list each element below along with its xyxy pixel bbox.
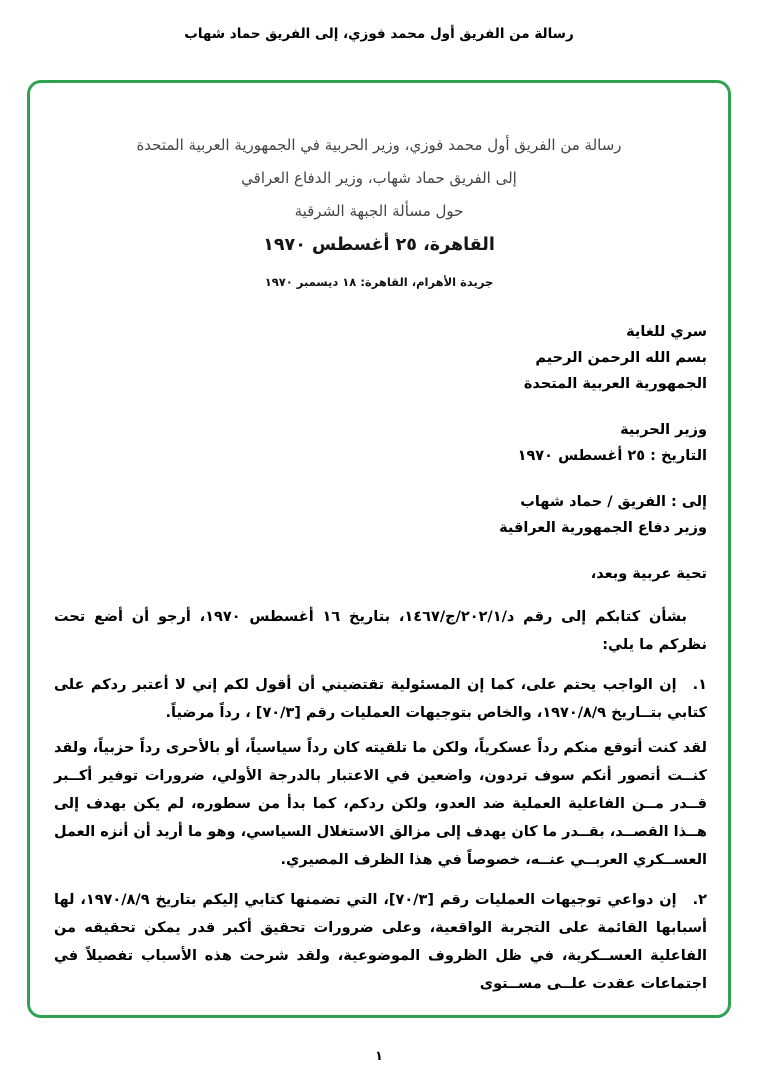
letterhead-line-2: إلى الفريق حماد شهاب، وزير الدفاع العراقي xyxy=(241,169,517,187)
date-line: التاريخ : ٢٥ أغسطس ١٩٧٠ xyxy=(517,448,707,464)
letter-frame xyxy=(27,80,731,1018)
minister-title: وزير الحربية xyxy=(620,422,707,438)
basmala: بسم الله الرحمن الرحيم xyxy=(535,350,707,366)
addressee-line: إلى : الفريق / حماد شهاب xyxy=(520,494,707,510)
letterhead-line-3: حول مسألة الجبهة الشرقية xyxy=(294,202,464,220)
list-item-1 xyxy=(54,671,707,874)
scanned-letterhead xyxy=(30,129,728,289)
classification-label: سري للغاية xyxy=(626,324,707,340)
letter-body xyxy=(30,319,728,998)
addressee-title: وزير دفاع الجمهورية العراقية xyxy=(499,520,707,536)
letterhead-line-1: رسالة من الفريق أول محمد فوزي، وزير الحربية في الجمهورية العربية المتحدة xyxy=(136,136,622,154)
letterhead-dateline: القاهرة، ٢٥ أغسطس ١٩٧٠ xyxy=(263,235,495,255)
item-1-paragraph-2: لقد كنت أتوقع منكم رداً عسكرياً، ولكن ما تلقيته كان رداً سياسياً، أو بالأحرى رداً حزبياً، ولقد كنــت أتصور أنكم سوف تردون، واضعين في الاعتبار بالدرجة الأولي، ضرورات توفير أكــبر قــدر مــن الفاعلية العملية ضد العدو، ولكن ردكم، كما بدأ من سطوره، لم يكن بهدف إلى هــذا القصــد، بقــدر ما كان يهدف إلى مزالق الاستغلال السياسي، وهو ما أريد أن أنزه العمل العســكري العربــي عنــه، خصوصاً في هذا الظرف المصيري. xyxy=(54,740,707,868)
item-1-number: ١. xyxy=(692,677,707,693)
page-title: رسالة من الفريق أول محمد فوزي، إلى الفريق حماد شهاب xyxy=(184,26,574,42)
item-2-paragraph-1 xyxy=(54,886,707,998)
letterhead-source-citation: جريدة الأهرام، القاهرة: ١٨ ديسمبر ١٩٧٠ xyxy=(264,275,494,289)
item-2-number: ٢. xyxy=(692,892,707,908)
item-2-text: إن دواعي توجيهات العمليات رقم [٧٠/٣]، التي تضمنها كتابي إليكم بتاريخ ١٩٧٠/٨/٩، لها أسبابها القائمة على التجربة الواقعية، وعلى ضرورات تحقيق أكبر قدر يمكن تحقيقه من الفاعلية العســكرية، في ظل الظروف الموضوعية، ولقد شرحت هذه الأسباب تفصيلاً في اجتماعات عقدت علــى مســتوى xyxy=(54,892,707,992)
item-1-paragraph-1 xyxy=(54,671,707,727)
item-1-text: إن الواجب يحتم على، كما إن المسئولية تقتضيني أن أقول لكم إني لا أعتبر ردكم على كتابي بتــاريخ ١٩٧٠/٨/٩، والخاص بتوجيهات العمليات رقم [٧٠/٣] ، رداً مرضياً. xyxy=(54,677,707,721)
list-item-2 xyxy=(54,886,707,998)
intro-paragraph: بشأن كتابكم إلى رقم د/٢٠٢/١/ج/١٤٦٧، بتاريخ ١٦ أغسطس ١٩٧٠، أرجو أن أضع تحت نظركم ما يلي: xyxy=(54,609,707,653)
page-number: ١ xyxy=(375,1049,383,1064)
republic-name: الجمهورية العربية المتحدة xyxy=(523,376,707,392)
greeting-line: تحية عربية وبعد، xyxy=(590,566,707,582)
